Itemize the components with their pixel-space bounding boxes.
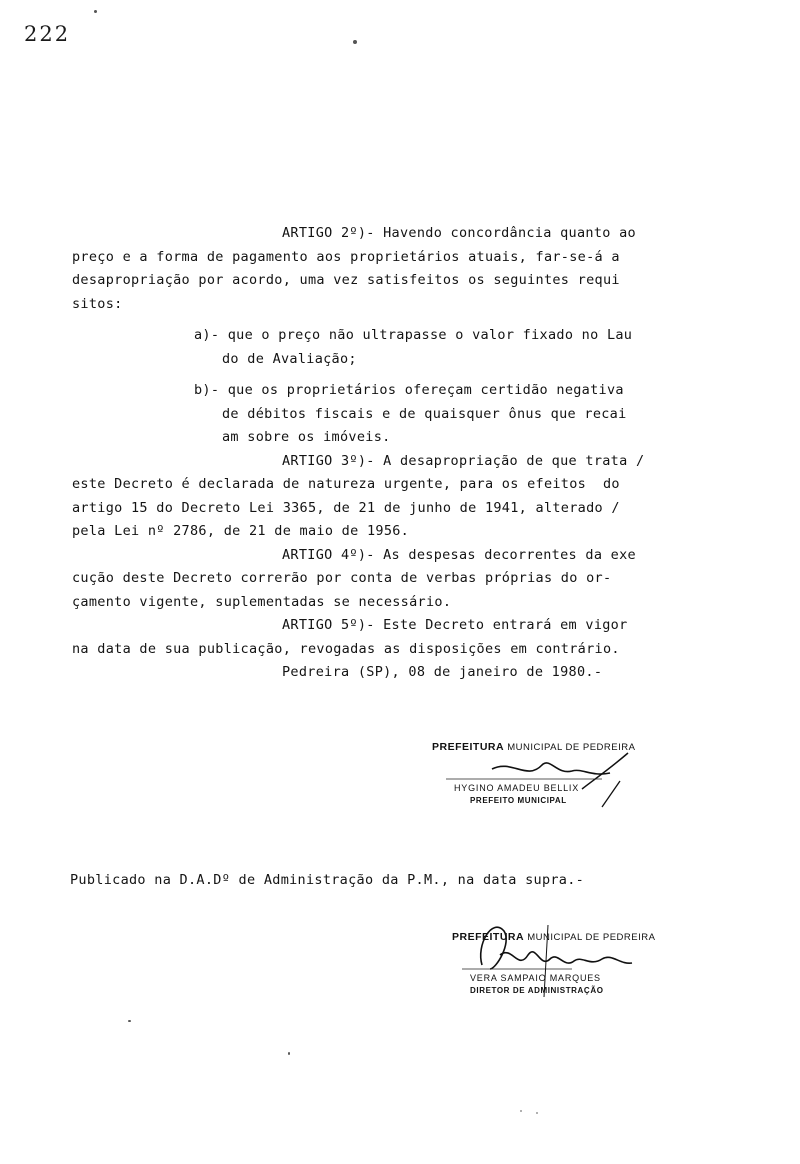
body-line: b)- que os proprietários ofereçam certidão negativa: [194, 382, 624, 398]
body-line: artigo 15 do Decreto Lei 3365, de 21 de junho de 1941, alterado /: [72, 499, 620, 516]
scan-speck: [128, 1020, 131, 1022]
stamp1-title: PREFEITO MUNICIPAL: [470, 796, 567, 805]
body-line: ARTIGO 5º)- Este Decreto entrará em vigor: [282, 617, 628, 633]
stamp1-header-rest: MUNICIPAL DE PEDREIRA: [507, 742, 636, 753]
scan-speck: [353, 40, 357, 44]
body-line: a)- que o preço não ultrapasse o valor fixado no Lau: [194, 327, 633, 343]
body-line: desapropriação por acordo, uma vez satisfeitos os seguintes requi: [72, 272, 620, 288]
body-line: Pedreira (SP), 08 de janeiro de 1980.-: [282, 664, 603, 680]
body-line: do de Avaliação;: [222, 350, 357, 367]
publication-line: Publicado na D.A.Dº de Administração da P.M., na data supra.-: [70, 872, 585, 888]
page-number: 222: [24, 22, 71, 46]
stamp1-header-bold: PREFEITURA: [432, 741, 505, 753]
paragraph-gap: [72, 316, 688, 324]
body-line: ARTIGO 3º)- A desapropriação de que trata /: [282, 452, 645, 469]
body-line: am sobre os imóveis.: [222, 429, 391, 445]
stamp2-name: VERA SAMPAIO MARQUES: [470, 973, 601, 983]
mayor-stamp: [432, 741, 642, 811]
body-line: de débitos fiscais e de quaisquer ônus que recai: [222, 405, 627, 422]
body-line: ARTIGO 2º)- Havendo concordância quanto ao: [282, 225, 636, 241]
body-line: ARTIGO 4º)- As despesas decorrentes da exe: [282, 546, 636, 563]
body-line: cução deste Decreto correrão por conta de verbas próprias do or-: [72, 570, 612, 586]
scan-speck: [536, 1112, 538, 1114]
scan-speck: [520, 1110, 522, 1112]
decree-body: [72, 222, 688, 685]
stamp2-title: DIRETOR DE ADMINISTRAÇÃO: [470, 986, 604, 995]
body-line: çamento vigente, suplementadas se necessário.: [72, 593, 452, 610]
director-stamp: [452, 925, 656, 1000]
body-line: preço e a forma de pagamento aos proprietários atuais, far-se-á a: [72, 248, 620, 265]
scan-speck: [288, 1052, 290, 1055]
body-line: na data de sua publicação, revogadas as disposições em contrário.: [72, 640, 620, 657]
body-line: pela Lei nº 2786, de 21 de maio de 1956.: [72, 523, 410, 539]
body-line: sitos:: [72, 295, 123, 312]
stamp1-name: HYGINO AMADEU BELLIX: [454, 783, 580, 793]
stamp2-header-rest: MUNICIPAL DE PEDREIRA: [527, 932, 656, 943]
paragraph-gap: [72, 371, 688, 379]
stamp2-header-bold: PREFEITURA: [452, 931, 525, 943]
body-line: este Decreto é declarada de natureza urgente, para os efeitos do: [72, 476, 620, 492]
scan-speck: [94, 10, 97, 13]
